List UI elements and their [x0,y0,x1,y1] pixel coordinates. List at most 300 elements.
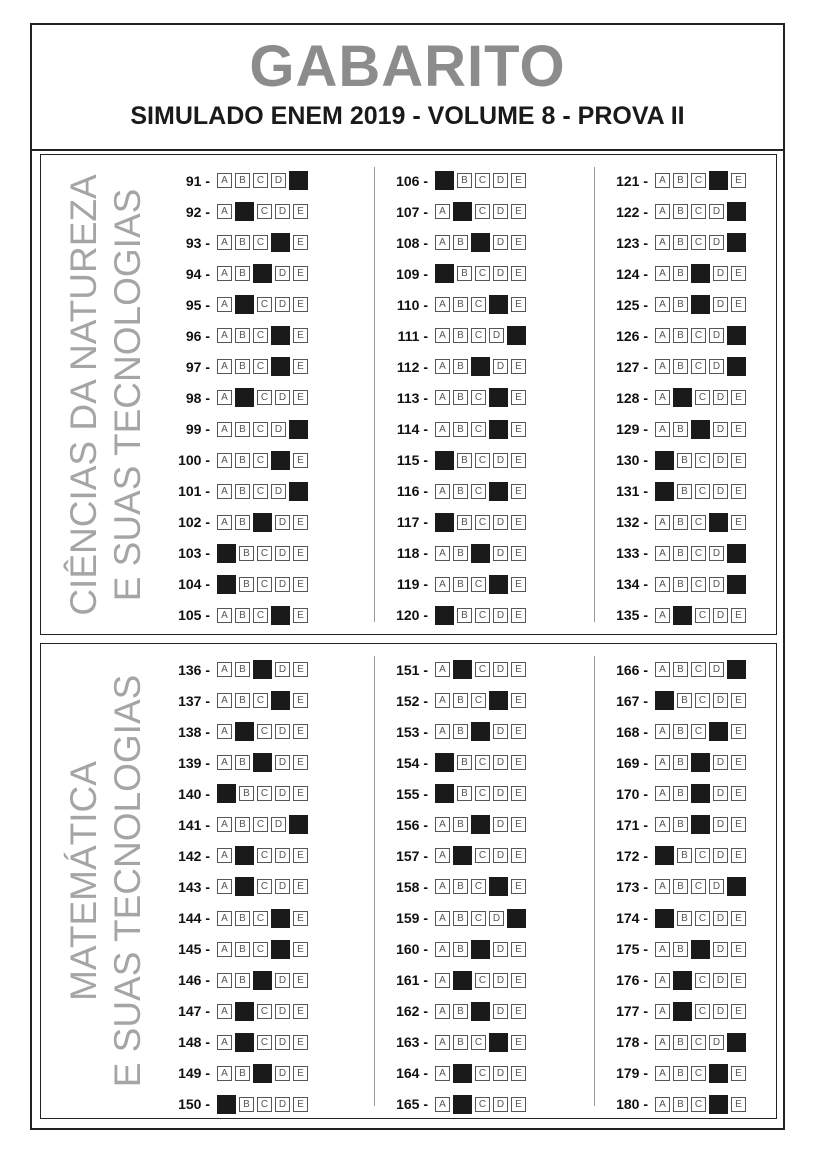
option-box-d: D [275,973,290,988]
question-number: 110 - [396,296,428,313]
answer-row [386,783,526,804]
option-box-a: A [655,608,670,623]
option-box-b: B [673,879,688,894]
answer-row [168,170,308,191]
option-box-b: B [453,359,468,374]
option-box-a-marked [435,753,454,772]
option-box-e: E [731,973,746,988]
answer-row [386,1032,526,1053]
option-box-b: B [453,328,468,343]
option-box-e: E [511,297,526,312]
option-box-a: A [655,173,670,188]
option-box-a: A [435,973,450,988]
option-box-e: E [511,266,526,281]
option-box-e: E [293,911,308,926]
option-box-a: A [655,204,670,219]
option-box-d: D [275,1097,290,1112]
option-box-a-marked [655,909,674,928]
option-box-c: C [253,173,268,188]
option-box-d: D [271,173,286,188]
option-box-a: A [655,879,670,894]
option-box-b: B [677,693,692,708]
option-box-e: E [293,755,308,770]
question-number: 116 - [396,483,428,500]
option-box-e: E [293,1035,308,1050]
answer-row [168,876,308,897]
option-box-e: E [511,1066,526,1081]
answer-row [606,690,746,711]
option-box-a: A [435,204,450,219]
option-box-e-marked [727,877,746,896]
answer-row [168,294,308,315]
option-box-c: C [257,1004,272,1019]
option-box-a: A [435,390,450,405]
option-box-c: C [257,204,272,219]
option-box-e: E [511,390,526,405]
option-box-e: E [511,693,526,708]
option-box-d: D [275,515,290,530]
option-box-e: E [293,359,308,374]
option-box-c: C [257,297,272,312]
option-box-d-marked [489,388,508,407]
option-box-d: D [713,484,728,499]
question-number: 151 - [396,661,428,678]
option-box-e-marked [727,326,746,345]
answer-row [386,201,526,222]
answer-row [386,721,526,742]
option-box-c-marked [471,357,490,376]
option-box-d: D [271,484,286,499]
option-box-a: A [435,484,450,499]
option-box-e: E [511,359,526,374]
answer-row [606,170,746,191]
option-box-c: C [695,911,710,926]
option-box-c: C [471,911,486,926]
option-box-b: B [673,942,688,957]
option-box-b: B [677,911,692,926]
option-box-d: D [713,942,728,957]
option-box-a: A [217,755,232,770]
option-box-a: A [655,724,670,739]
option-box-d-marked [271,606,290,625]
answer-row [168,450,308,471]
option-box-e: E [731,484,746,499]
option-box-c-marked [253,753,272,772]
option-box-e: E [511,204,526,219]
option-box-c: C [475,973,490,988]
option-box-e-marked [727,660,746,679]
option-box-a: A [655,1066,670,1081]
option-box-e: E [731,1004,746,1019]
option-box-e: E [731,453,746,468]
option-box-e: E [731,942,746,957]
option-box-b-marked [235,1002,254,1021]
question-number: 136 - [178,661,210,678]
answer-row [386,845,526,866]
option-box-e-marked [727,357,746,376]
answer-row [168,690,308,711]
option-box-d-marked [271,233,290,252]
option-box-e: E [293,328,308,343]
option-box-e: E [731,390,746,405]
option-box-a: A [655,1097,670,1112]
option-box-a-marked [217,575,236,594]
option-box-e: E [511,942,526,957]
option-box-d-marked [271,909,290,928]
option-box-a: A [655,328,670,343]
answer-row [386,356,526,377]
question-number: 122 - [616,203,648,220]
answer-row [168,752,308,773]
option-box-a: A [217,297,232,312]
option-box-a: A [655,422,670,437]
question-number: 105 - [178,607,210,624]
option-box-a: A [435,577,450,592]
option-box-c: C [475,848,490,863]
option-box-b: B [457,266,472,281]
option-box-b: B [453,911,468,926]
option-box-a-marked [435,513,454,532]
option-box-d-marked [489,1033,508,1052]
option-box-d: D [493,173,508,188]
page-subtitle: SIMULADO ENEM 2019 - VOLUME 8 - PROVA II [130,102,685,130]
option-box-b: B [239,577,254,592]
option-box-d: D [275,848,290,863]
option-box-c: C [257,546,272,561]
answer-row [386,659,526,680]
option-box-a: A [217,879,232,894]
option-box-b: B [673,786,688,801]
option-box-b-marked [235,846,254,865]
option-box-a: A [217,724,232,739]
question-number: 167 - [616,692,648,709]
option-box-c: C [475,453,490,468]
option-box-c: C [253,328,268,343]
option-box-e: E [511,577,526,592]
option-box-c: C [253,693,268,708]
answer-row [606,939,746,960]
section-title [41,155,171,634]
option-box-c: C [475,515,490,530]
option-box-d: D [709,235,724,250]
option-box-c: C [475,662,490,677]
option-box-c-marked [471,1002,490,1021]
option-box-c-marked [253,513,272,532]
option-box-a: A [435,724,450,739]
answer-row [386,939,526,960]
option-box-d: D [713,973,728,988]
question-number: 157 - [396,847,428,864]
option-box-d: D [493,1004,508,1019]
option-box-b: B [453,942,468,957]
option-box-b: B [235,359,250,374]
answer-row [606,876,746,897]
option-box-a: A [655,662,670,677]
option-box-e-marked [727,544,746,563]
answer-row [386,170,526,191]
option-box-c: C [691,1035,706,1050]
option-box-d: D [493,1066,508,1081]
option-box-d-marked [489,575,508,594]
option-box-b-marked [235,202,254,221]
option-box-e: E [511,879,526,894]
option-box-a: A [217,693,232,708]
option-box-a: A [435,879,450,894]
option-box-a: A [435,1097,450,1112]
question-number: 99 - [185,421,210,438]
answer-row [168,908,308,929]
option-box-e-marked [507,326,526,345]
option-box-d-marked [489,482,508,501]
section-title-line1: MATEMÁTICA [63,761,104,1001]
option-box-a: A [217,911,232,926]
option-box-b: B [453,817,468,832]
option-box-c: C [695,484,710,499]
option-box-d: D [271,817,286,832]
option-box-c: C [471,390,486,405]
option-box-a: A [435,297,450,312]
question-number: 172 - [616,847,648,864]
option-box-a: A [217,515,232,530]
option-box-b-marked [235,877,254,896]
option-box-d: D [493,848,508,863]
option-box-c: C [691,204,706,219]
question-number: 165 - [396,1096,428,1113]
answer-row [386,605,526,626]
question-number: 174 - [616,910,648,927]
option-box-b: B [235,911,250,926]
option-box-d: D [713,1004,728,1019]
option-box-b-marked [673,388,692,407]
option-box-a: A [217,1035,232,1050]
option-box-b: B [673,1035,688,1050]
answer-row [606,543,746,564]
option-box-d: D [493,662,508,677]
option-box-c-marked [691,815,710,834]
option-box-a: A [217,662,232,677]
option-box-e: E [293,693,308,708]
option-box-b-marked [453,1095,472,1114]
option-box-e: E [511,973,526,988]
question-number: 131 - [616,483,648,500]
option-box-d: D [713,786,728,801]
answer-row [606,845,746,866]
option-box-c: C [253,422,268,437]
option-box-c-marked [691,264,710,283]
option-box-d-marked [489,691,508,710]
question-number: 109 - [396,265,428,282]
question-number: 123 - [616,234,648,251]
option-box-a: A [655,577,670,592]
answer-row [168,201,308,222]
option-box-a: A [435,546,450,561]
option-box-c: C [471,484,486,499]
answer-row [606,970,746,991]
question-number: 161 - [396,972,428,989]
answer-row [606,201,746,222]
option-box-b: B [457,173,472,188]
option-box-c: C [475,204,490,219]
option-box-a: A [217,390,232,405]
question-number: 98 - [185,389,210,406]
question-number: 95 - [185,296,210,313]
question-number: 166 - [616,661,648,678]
option-box-b: B [673,297,688,312]
option-box-d: D [275,724,290,739]
option-box-d: D [713,911,728,926]
option-box-b: B [235,755,250,770]
question-number: 94 - [185,265,210,282]
option-box-a-marked [435,451,454,470]
answer-row [386,481,526,502]
answer-row [606,752,746,773]
section-matematica [40,643,777,1119]
question-number: 106 - [396,172,428,189]
option-box-a-marked [655,691,674,710]
option-box-c: C [471,1035,486,1050]
answer-row [386,970,526,991]
option-box-a: A [217,235,232,250]
option-box-b: B [457,608,472,623]
option-box-c: C [471,297,486,312]
answer-row [168,659,308,680]
option-box-c-marked [691,295,710,314]
answer-row [168,387,308,408]
option-box-a: A [217,484,232,499]
option-box-d: D [275,577,290,592]
option-box-d: D [713,848,728,863]
option-box-a-marked [655,846,674,865]
option-box-c: C [253,453,268,468]
answer-row [606,387,746,408]
option-box-a: A [435,1035,450,1050]
answer-row [168,356,308,377]
option-box-b: B [677,848,692,863]
question-number: 173 - [616,878,648,895]
option-box-c-marked [471,815,490,834]
option-box-d: D [275,204,290,219]
option-box-b: B [235,662,250,677]
option-box-b: B [453,577,468,592]
answer-row [386,387,526,408]
option-box-b-marked [453,202,472,221]
option-box-a: A [435,328,450,343]
option-box-e: E [731,1066,746,1081]
option-box-a: A [435,235,450,250]
option-box-c: C [695,973,710,988]
option-box-d: D [493,817,508,832]
option-box-a: A [655,942,670,957]
option-box-b-marked [453,971,472,990]
option-box-a: A [655,786,670,801]
option-box-d: D [493,204,508,219]
answer-row [606,419,746,440]
option-box-d: D [709,359,724,374]
answer-row [606,605,746,626]
option-box-a: A [435,693,450,708]
option-box-e: E [293,266,308,281]
option-box-a: A [217,942,232,957]
question-number: 175 - [616,941,648,958]
option-box-c: C [475,173,490,188]
option-box-c: C [257,390,272,405]
option-box-d: D [489,328,504,343]
answer-row [386,512,526,533]
question-number: 96 - [185,327,210,344]
option-box-d: D [713,608,728,623]
option-box-e: E [293,204,308,219]
option-box-d: D [709,879,724,894]
answer-row [386,543,526,564]
answer-row [386,450,526,471]
option-box-b-marked [235,295,254,314]
question-number: 141 - [178,816,210,833]
question-number: 91 - [185,172,210,189]
option-box-c-marked [691,420,710,439]
question-number: 108 - [396,234,428,251]
option-box-e: E [293,848,308,863]
question-number: 160 - [396,941,428,958]
question-number: 143 - [178,878,210,895]
option-box-a: A [435,817,450,832]
option-box-e: E [293,453,308,468]
option-box-b-marked [453,660,472,679]
question-number: 114 - [396,421,428,438]
answer-row [606,512,746,533]
option-box-a-marked [435,784,454,803]
option-box-e: E [293,1004,308,1019]
option-box-d-marked [709,513,728,532]
column-divider [374,167,375,622]
header [32,25,783,151]
question-number: 164 - [396,1065,428,1082]
option-box-c: C [471,328,486,343]
question-number: 129 - [616,421,648,438]
question-number: 153 - [396,723,428,740]
option-box-e: E [731,422,746,437]
option-box-c: C [691,328,706,343]
column-divider [594,656,595,1106]
option-box-d: D [713,453,728,468]
option-box-b: B [673,235,688,250]
question-number: 169 - [616,754,648,771]
option-box-e: E [293,235,308,250]
option-box-c: C [691,546,706,561]
option-box-e: E [511,484,526,499]
answer-row [386,690,526,711]
option-box-d: D [493,266,508,281]
question-number: 130 - [616,452,648,469]
option-box-d-marked [271,940,290,959]
question-number: 100 - [178,452,210,469]
option-box-c: C [471,422,486,437]
answer-row [386,1001,526,1022]
option-box-a: A [217,1004,232,1019]
question-number: 133 - [616,545,648,562]
option-box-b: B [453,546,468,561]
option-box-a-marked [655,482,674,501]
question-number: 163 - [396,1034,428,1051]
option-box-b: B [453,879,468,894]
option-box-d: D [493,608,508,623]
option-box-c: C [257,786,272,801]
option-box-e: E [511,817,526,832]
option-box-e: E [511,453,526,468]
answer-row [606,659,746,680]
option-box-b: B [673,817,688,832]
option-box-d-marked [709,1095,728,1114]
answer-row [168,783,308,804]
